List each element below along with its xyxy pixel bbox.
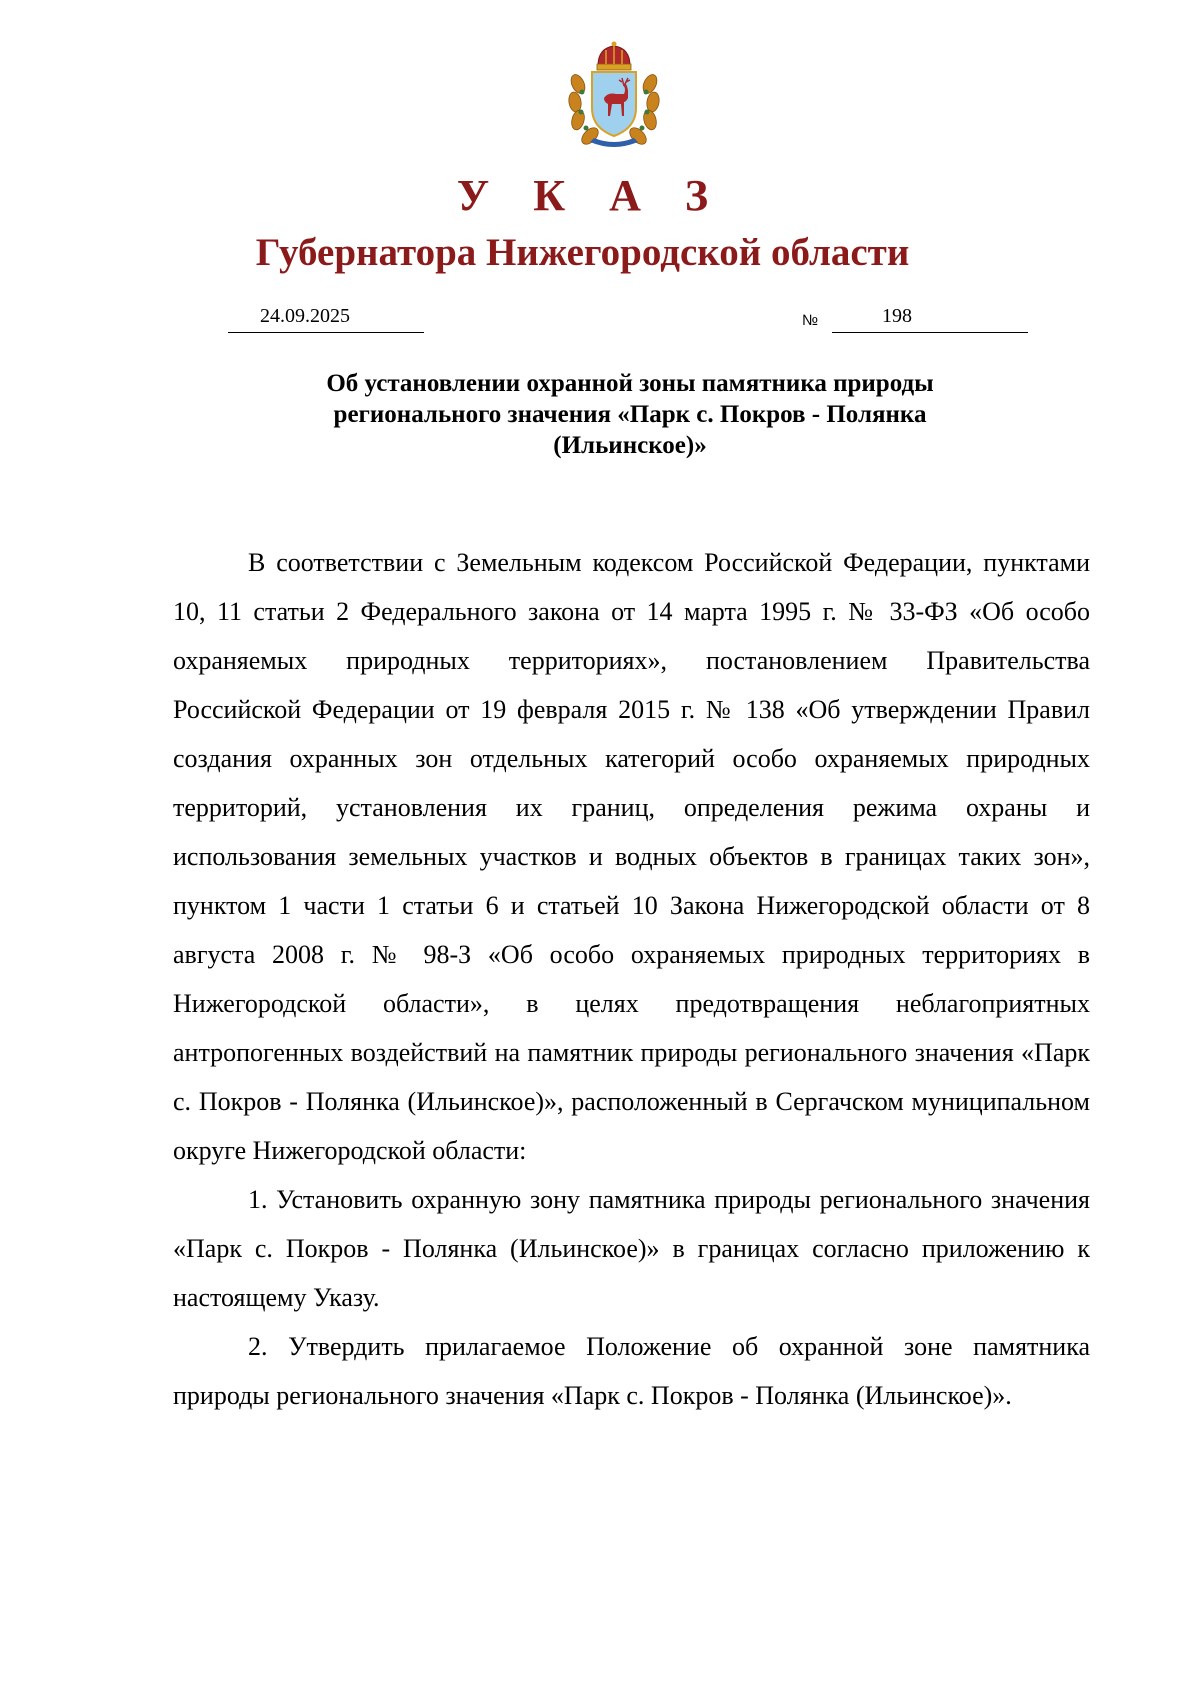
number-sign: № bbox=[802, 312, 819, 329]
title-letter: У bbox=[456, 171, 490, 220]
date-field bbox=[228, 306, 424, 333]
document-number: 198 bbox=[882, 305, 912, 327]
body-paragraph: В соответствии с Земельным кодексом Российской Федерации, пунктами 10, 11 статьи 2 Федерального закона от 14 марта 1995 г. № 33-ФЗ «Об особо охраняемых природных территориях», постановлением Правительства Российской Федерации от 19 февраля 2015 г. № 138 «Об утверждении Правил создания охранных зон отдельных категорий особо охраняемых природных территорий, установления их границ, определения режима охраны и использования земельных участков и водных объектов в границах таких зон», пунктом 1 части 1 статьи 6 и статьей 10 Закона Нижегородской области от 8 августа 2008 г. № 98-З «Об особо охраняемых природных территориях в Нижегородской области», в целях предотвращения неблагоприятных антропогенных воздействий на памятник природы регионального значения «Парк с. Покров - Полянка (Ильинское)», расположенный в Сергачском муниципальном округе Нижегородской области: bbox=[173, 548, 1090, 1165]
heading-line: регионального значения «Парк с. Покров - Полянка bbox=[333, 401, 927, 428]
document-type-title bbox=[0, 170, 1165, 221]
coat-of-arms-emblem bbox=[568, 40, 660, 150]
issuer-subtitle: Губернатора Нижегородской области bbox=[255, 231, 910, 274]
body-paragraph: 2. Утвердить прилагаемое Положение об охранной зоне памятника природы регионального значения «Парк с. Покров - Полянка (Ильинское)». bbox=[173, 1332, 1090, 1410]
document-date: 24.09.2025 bbox=[260, 305, 350, 327]
heading-line: (Ильинское)» bbox=[553, 432, 707, 459]
document-body bbox=[173, 538, 1090, 1420]
document-heading bbox=[200, 368, 1060, 461]
title-letter: А bbox=[609, 171, 641, 220]
body-paragraph: 1. Установить охранную зону памятника природы регионального значения «Парк с. Покров - Полянка (Ильинское)» в границах согласно приложению к настоящему Указу. bbox=[173, 1185, 1090, 1312]
title-letter: К bbox=[533, 171, 566, 220]
heading-line: Об установлении охранной зоны памятника природы bbox=[326, 370, 934, 397]
title-letter: З bbox=[684, 171, 709, 220]
number-field bbox=[832, 306, 1028, 333]
